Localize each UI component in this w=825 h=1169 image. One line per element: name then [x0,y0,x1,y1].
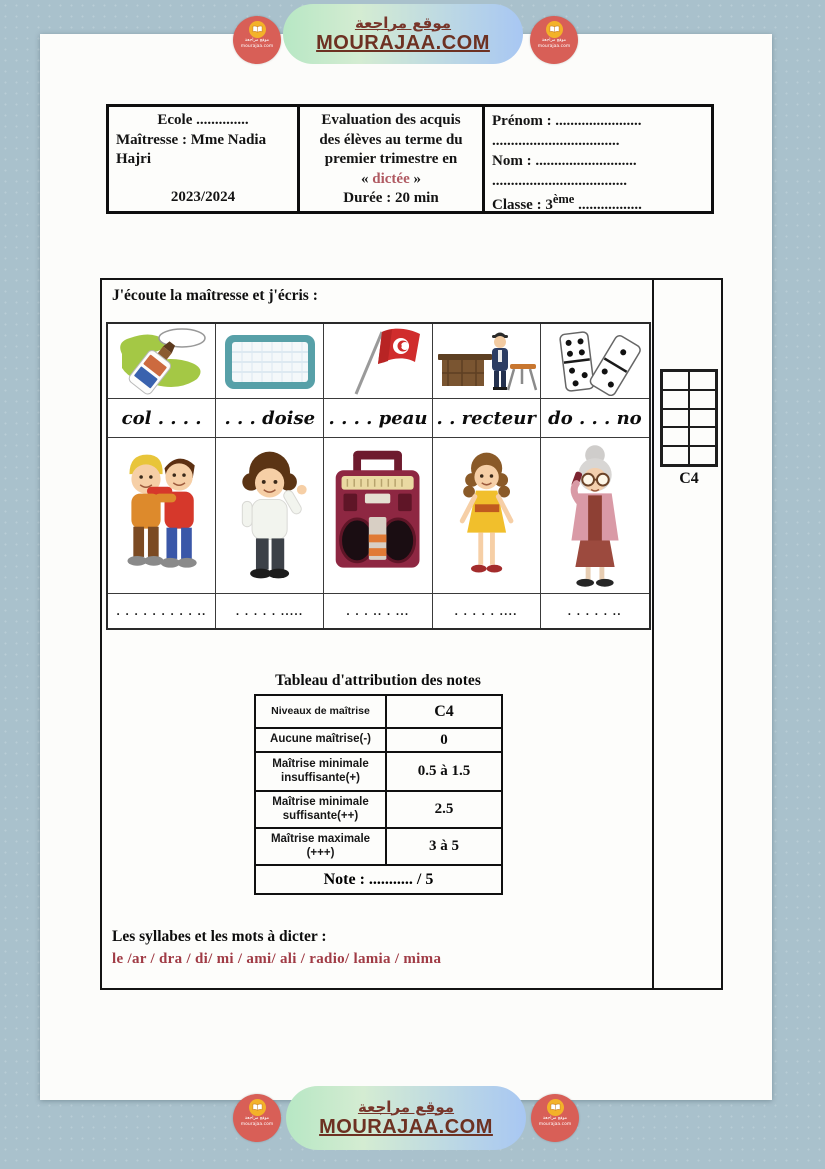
ardoise-image [218,326,322,396]
score-grid [660,369,718,467]
word-cell-directeur: . . recteur [433,399,541,438]
evaluation-cell [300,107,485,211]
badge-text-url: mourajaa.com [240,43,274,49]
nom-dots: .................................... [492,173,627,190]
notes-table [254,694,503,895]
picture-cell-radio [324,438,432,594]
lamia-image [433,441,540,591]
evaluation-subject [361,170,421,190]
classe-dots: ................. [574,197,642,211]
site-logo-badge [233,1094,281,1142]
word-cell-drapeau: . . . . peau [324,399,432,438]
book-icon [249,21,266,38]
dictation-label: Les syllabes et les mots à dicter : [112,928,327,945]
amis-image [108,441,215,591]
school-cell [109,107,300,211]
ali-image [216,441,323,591]
quote-open: « [361,170,373,187]
notes-level: Maîtrise minimale insuffisante(+) [256,753,387,792]
site-logo-badge [530,16,578,64]
score-grid-label: C4 [679,470,699,487]
notes-level: Aucune maîtrise(-) [256,729,387,753]
drapeau-image [326,326,430,396]
notes-table-title: Tableau d'attribution des notes [275,672,481,689]
notes-score: 0.5 à 1.5 [387,753,501,792]
header-info-table [106,104,714,214]
radio-image [324,441,431,591]
student-cell [485,107,711,211]
picture-cell-directeur [433,324,541,399]
banner-title-url: MOURAJAA.COM [319,1115,493,1138]
notes-header-level: Niveaux de maîtrise [256,696,387,729]
domino-image [543,326,647,396]
picture-cell-amis [108,438,216,594]
classe-sup: ème [552,192,575,207]
exercise-instruction: J'écoute la maîtresse et j'écris : [112,287,318,304]
badge-text-url: mourajaa.com [240,1121,274,1127]
classe-line [492,191,704,211]
site-logo-badge [531,1094,579,1142]
site-logo-badge [233,16,281,64]
book-icon [546,21,563,38]
teacher-name: Maîtresse : Mme Nadia Hajri [116,131,267,167]
note-line: Note : ........... / 5 [323,870,434,888]
notes-score: 0 [387,729,501,753]
notes-score: 2.5 [387,792,501,829]
notes-level: Maîtrise maximale (+++) [256,829,387,866]
colle-image [110,326,214,396]
answer-cell-lamia: . . . . . .... [433,594,541,628]
word-cell-ardoise: . . . doise [216,399,324,438]
mima-image [541,441,649,591]
site-banner-top [283,4,523,64]
banner-title-arabic: موقع مراجعة [354,13,452,32]
evaluation-line: des élèves au terme du [319,131,463,148]
notes-header-score: C4 [387,696,501,729]
badge-text-arabic: موقع مراجعة [542,1116,568,1121]
prenom-line: Prénom : ....................... [492,113,642,129]
answer-cell-radio: . . . .. . ... [324,594,432,628]
badge-text-url: mourajaa.com [537,43,571,49]
picture-cell-lamia [433,438,541,594]
badge-text-url: mourajaa.com [538,1121,572,1127]
banner-title-arabic: موقع مراجعة [357,1097,455,1116]
notes-level: Maîtrise minimale suffisante(++) [256,792,387,829]
picture-cell-ardoise [216,324,324,399]
picture-cell-drapeau [324,324,432,399]
evaluation-line: premier trimestre en [324,151,458,167]
prenom-dots: .................................. [492,133,620,150]
book-icon [249,1099,266,1116]
evaluation-line: Evaluation des acquis [321,112,461,128]
site-banner-bottom [286,1086,526,1150]
word-cell-domino: do . . . no [541,399,649,438]
answer-cell-ali: . . . . . ..... [216,594,324,628]
quote-close: » [409,170,421,187]
school-name: Ecole .............. [157,112,249,128]
school-year: 2023/2024 [170,188,236,205]
dictation-items: le /ar / dra / di/ mi / ami/ ali / radio/ lamia / mima [112,951,442,967]
picture-cell-ali [216,438,324,594]
directeur-image [434,326,538,396]
dictation-picture-table [106,322,651,630]
book-icon [547,1099,564,1116]
nom-line: Nom : ........................... [492,153,637,170]
word-cell-colle: col . . . . [108,399,216,438]
right-column-divider [652,280,654,988]
badge-text-arabic: موقع مراجعة [541,38,567,43]
subject-dictee: dictée [372,170,410,187]
answer-cell-amis: . . . . . . . . . .. [108,594,216,628]
badge-text-arabic: موقع مراجعة [244,1116,270,1121]
duration: Durée : 20 min [343,190,439,206]
picture-cell-mima [541,438,649,594]
notes-score: 3 à 5 [387,829,501,866]
picture-cell-colle [108,324,216,399]
banner-title-url: MOURAJAA.COM [316,31,490,54]
answer-cell-mima: . . . . . .. [541,594,649,628]
exercise-box [100,278,723,990]
classe-prefix: Classe : 3 [492,197,553,211]
picture-cell-domino [541,324,649,399]
badge-text-arabic: موقع مراجعة [244,38,270,43]
